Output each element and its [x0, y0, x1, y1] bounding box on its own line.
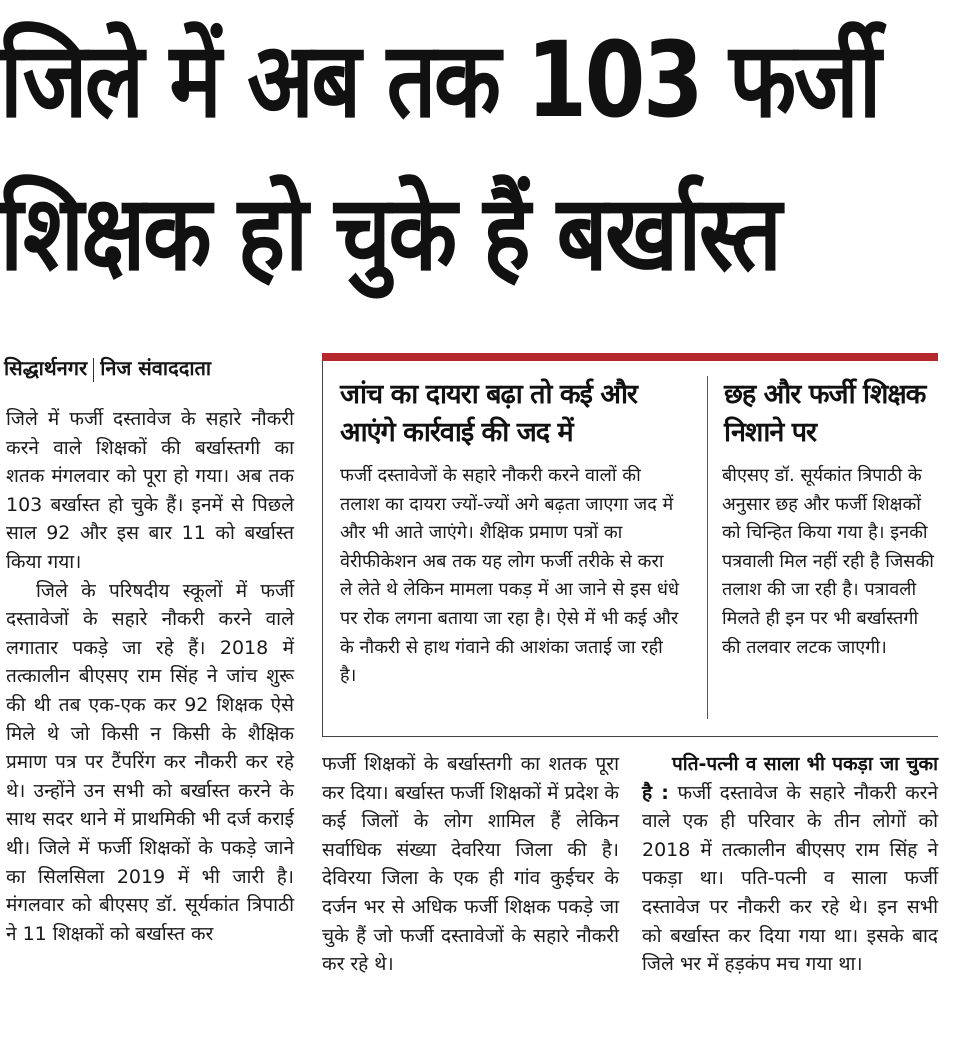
byline: [4, 353, 314, 383]
article-column-2-text: फर्जी शिक्षकों के बर्खास्तगी का शतक पूरा कर दिया। बर्खास्त फर्जी शिक्षकों में प्रदेश के कई जिलों के लोग शामिल हैं लेकिन सर्वाधिक संख्या देवरिया जिला की है। देविरया जिला के एक ही गांव कुईचर के दर्जन भर से अधिक फर्जी शिक्षक पकड़े जा चुके हैं जो फर्जी दस्तावेजों के सहारे नौकरी कर रहे थे।: [322, 753, 619, 976]
box-left-title: जांच का दायरा बढ़ा तो कई और आएंगे कार्रवाई की जद में: [340, 379, 637, 448]
byline-place: सिद्धार्थनगर: [4, 356, 88, 380]
byline-reporter: निज संवाददाता: [100, 356, 212, 380]
article-column-2: [322, 750, 619, 979]
article-column-1: [6, 405, 294, 948]
byline-separator: [93, 358, 94, 382]
box-bottom-border: [322, 736, 938, 737]
box-right-text: बीएसए डॉ. सूर्यकांत त्रिपाठी के अनुसार छह और फर्जी शिक्षकों को चिन्हित किया गया है। इनकी पत्रवाली मिल नहीं रही है जिसकी तलाश की जा रही है। पत्रावली मिलते ही इन पर भी बर्खास्तगी की तलवार लटक जाएगी।: [722, 465, 934, 658]
article-column-3-text: फर्जी दस्तावेज के सहारे नौकरी करने वाले एक ही परिवार के तीन लोगों को 2018 में तत्कालीन बीएसए राम सिंह ने पकड़ा था। पति-पत्नी व साला फर्जी दस्तावेज पर नौकरी कर रहे थे। इन सभी को बर्खास्त कर दिया गया था। इसके बाद जिले भर में हड़कंप मच गया था।: [642, 781, 938, 976]
box-right-title: छह और फर्जी शिक्षक निशाने पर: [724, 379, 926, 448]
headline-line-1: जिले में अब तक 103 फर्जी: [0, 19, 879, 141]
article-paragraph-2: जिले के परिषदीय स्कूलों में फर्जी दस्तावेजों के सहारे नौकरी करने वाले लगातार पकड़े जा रहे हैं। 2018 में तत्कालीन बीएसए राम सिंह ने जांच शुरू की थी तब एक-एक कर 92 शिक्षक ऐसे मिले थे जो किसी न किसी के शैक्षिक प्रमाण पत्र पर टैंपरिंग कर नौकरी कर रहे थे। उन्होंने उन सभी को बर्खास्त करने के साथ सदर थाने में प्राथमिकी भी दर्ज कराई थी। जिले में फर्जी शिक्षकों के पकड़े जाने का सिलसिला 2019 में भी जारी है। मंगलवार को बीएसए डॉ. सूर्यकांत त्रिपाठी ने 11 शिक्षकों को बर्खास्त कर: [6, 579, 294, 945]
box-left-text: फर्जी दस्तावेजों के सहारे नौकरी करने वालों की तलाश का दायरा ज्यों-ज्यों अगे बढ़ता जाएगा जद में और भी आते जाएंगे। शैक्षिक प्रमाण पत्रों का वेरीफीकेशन अब तक यह लोग फर्जी तरीके से करा ले लेते थे लेकिन मामला पकड़ में आ जाने से इस धंधे पर रोक लगना बताया जा रहा है। ऐसे में भी कई और के नौकरी से हाथ गंवाने की आशंका जताई जा रही है।: [340, 465, 680, 687]
article-paragraph-1: जिले में फर्जी दस्तावेज के सहारे नौकरी करने वाले शिक्षकों की बर्खास्तगी का शतक मंगलवार को पूरा हो गया। अब तक 103 बर्खास्त हो चुके हैं। इनमें से पिछले साल 92 और इस बार 11 को बर्खास्त किया गया।: [6, 408, 294, 573]
article-column-3: [642, 750, 938, 979]
box-accent-rule: [322, 353, 938, 361]
headline-line-2: शिक्षक हो चुके हैं बर्खास्त: [0, 172, 780, 294]
sidebar-lead-heading: पति-पत्नी व साला भी पकड़ा जा चुका है :: [642, 753, 938, 804]
box-column-divider: [707, 376, 708, 719]
box-left-border: [322, 361, 323, 736]
